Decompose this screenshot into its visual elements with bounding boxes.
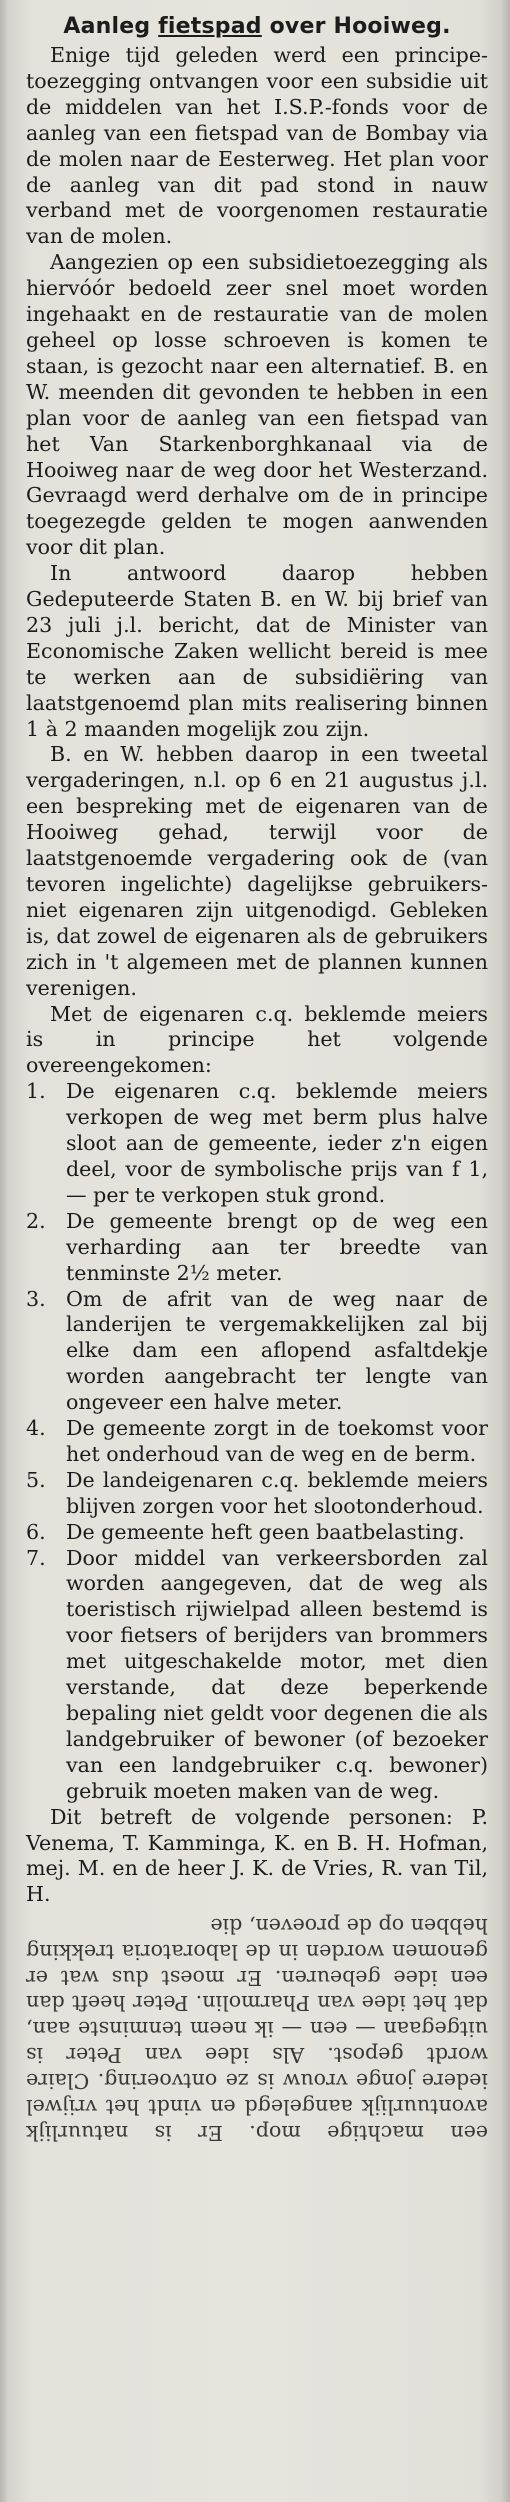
article-body [26,43,488,1908]
agreement-text: Om de afrit van de weg naar de landerijen te vergemakkelijken zal bij elke dam een aflopend asfaltdekje worden aangebracht ter lengte van ongeveer een halve meter. [66,1286,488,1415]
agreement-item [26,1546,488,1805]
agreement-number: 3. [26,1286,46,1311]
headline-post: over Hooiweg. [261,14,451,39]
agreement-text: De gemeente heft geen baatbelasting. [66,1519,465,1544]
paragraph: Met de eigenaren c.q. beklemde meiers is in principe het volgende overeengekomen: [26,1001,488,1078]
paragraph: Aangezien op een subsidietoezegging als hiervóór bedoeld zeer snel moet worden ingehaakt en de restauratie van de molen geheel op losse schroeven is komen te staan, is gezocht naar een alternatief. B. en W. meenden dit gevonden te hebben in een plan voor de aanleg van een fietspad van het Van Starkenborghkanaal via de Hooiweg naar de weg door het Westerzand. Gevraagd werd derhalve om de in principe toegezegde gelden te mogen aanwenden voor dit plan. [26,250,488,560]
bleed-through-paragraph: een machtige mop. Er is natuurlijk avontuurlijk aangelegd en vindt het vrijwel iedere jonge vrouw is ze ontvoering. Claire wordt gepost. Als idee van Peter is uitgegaan — een — ik neem tenminste aan, dat het idee van Pharmolin. Peter heeft dan een idee gebeuren. Er moest dus wat er genomen worden in de laboratoria trekking hebben op de proeven, die [26,1914,488,2146]
paragraph: Enige tijd geleden werd een principe-toezegging ontvangen voor een subsidie uit de middelen van het I.S.P.-fonds voor de aanleg van een fietspad van de Bombay via de molen naar de Eesterweg. Het plan voor de aanleg van dit pad stond in nauw verband met de voorgenomen restauratie van de molen. [26,43,488,249]
agreement-item [26,1209,488,1287]
agreement-item [26,1520,488,1546]
bleed-through-text [26,1912,488,2145]
agreement-item [26,1287,488,1417]
agreement-number: 2. [26,1208,46,1233]
agreement-item [26,1416,488,1468]
agreement-text: Door middel van verkeersborden zal worden aangegeven, dat de weg als toeristisch rijwielpad alleen bestemd is voor fietsers of berijders van brommers met uitgeschakelde motor, met dien verstande, dat deze beperkende bepaling niet geldt voor degenen die als landgebruiker of bewoner (of bezoeker van een landgebruiker c.q. bewoner) gebruik moeten maken van de weg. [66,1545,488,1803]
paragraph: B. en W. hebben daarop in een tweetal vergaderingen, n.l. op 6 en 21 augustus j.l. een bespreking met de eigenaren van de Hooiweg gehad, terwijl voor de laatstgenoemde vergadering ook de (van tevoren ingelichte) dagelijkse gebruikers-niet eigenaren zijn uitgenodigd. Gebleken is, dat zowel de eigenaren als de gebruikers zich in 't algemeen met de plannen kunnen verenigen. [26,742,488,1000]
agreement-number: 7. [26,1545,46,1570]
scan-edge-left [0,0,8,2502]
headline-underlined: fietspad [158,14,262,39]
agreement-text: De gemeente brengt op de weg een verharding aan ter breedte van tenminste 2½ meter. [66,1208,488,1285]
agreement-list [26,1079,488,1804]
agreement-number: 6. [26,1519,46,1544]
agreement-item [26,1468,488,1520]
agreement-text: De landeigenaren c.q. beklemde meiers blijven zorgen voor het slootonderhoud. [66,1467,488,1518]
agreement-number: 4. [26,1416,46,1441]
agreement-text: De eigenaren c.q. beklemde meiers verkopen de weg met berm plus halve sloot aan de gemeente, ieder z'n eigen deel, voor de symbolische prijs van f 1,— per te verkopen stuk grond. [66,1079,488,1207]
paragraph: In antwoord daarop hebben Gedeputeerde Staten B. en W. bij brief van 23 juli j.l. bericht, dat de Minister van Economische Zaken wellicht bereid is mee te werken aan de subsidiëring van laatstgenoemd plan mits realisering binnen 1 à 2 maanden mogelijk zou zijn. [26,561,488,741]
agreement-number: 5. [26,1467,46,1492]
scan-edge-right [502,0,510,2502]
headline-pre: Aanleg [63,14,159,39]
headline [26,14,488,39]
closing-paragraph: Dit betreft de volgende personen: P. Venema, T. Kamminga, K. en B. H. Hofman, mej. M. en de heer J. K. de Vries, R. van Til, H. [26,1804,488,1907]
agreement-item [26,1079,488,1209]
agreement-text: De gemeente zorgt in de toekomst voor het onderhoud van de weg en de berm. [66,1416,488,1466]
agreement-number: 1. [26,1079,46,1104]
